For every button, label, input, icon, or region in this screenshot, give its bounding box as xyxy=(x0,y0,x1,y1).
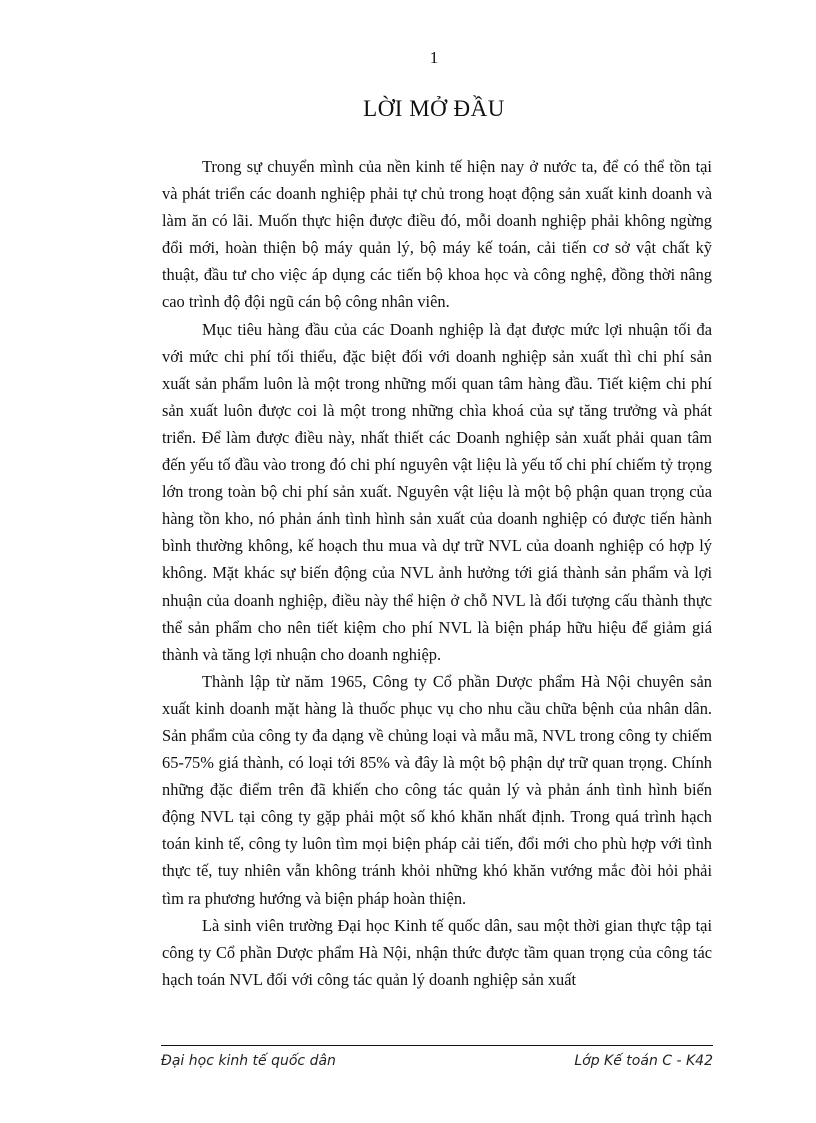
footer-university: Đại học kinh tế quốc dân xyxy=(161,1053,336,1069)
paragraph-2: Mục tiêu hàng đầu của các Doanh nghiệp là đạt được mức lợi nhuận tối đa với mức chi phí tối thiểu, đặc biệt đối với doanh nghiệp sản xuất thì chi phí sản xuất sản phẩm luôn là một trong những mối quan tâm hàng đầu. Tiết kiệm chi phí sản xuất luôn được coi là một trong những chìa khoá của sự tăng trưởng và phát triển. Để làm được điều này, nhất thiết các Doanh nghiệp sản xuất phải quan tâm đến yếu tố đầu vào trong đó chi phí nguyên vật liệu là yếu tố chi phí chiếm tỷ trọng lớn trong toàn bộ chi phí sản xuất. Nguyên vật liệu là một bộ phận quan trọng của hàng tồn kho, nó phản ánh tình hình sản xuất của doanh nghiệp có được tiến hành bình thường không, kế hoạch thu mua và dự trữ NVL của doanh nghiệp có hợp lý không. Mặt khác sự biến động của NVL ảnh hưởng tới giá thành sản phẩm và lợi nhuận của doanh nghiệp, điều này thể hiện ở chỗ NVL là đối tượng cấu thành thực thể sản phẩm cho nên tiết kiệm cho phí NVL là biện pháp hữu hiệu để giảm giá thành và tăng lợi nhuận cho doanh nghiệp. xyxy=(162,319,712,664)
body-text xyxy=(162,153,712,993)
paragraph-4: Là sinh viên trường Đại học Kinh tế quốc dân, sau một thời gian thực tập tại công ty Cổ phần Dược phẩm Hà Nội, nhận thức được tầm quan trọng của công tác hạch toán NVL đối với công tác quản lý doanh nghiệp sản xuất xyxy=(162,915,712,989)
page-title: LỜI MỞ ĐẦU xyxy=(363,96,505,121)
paragraph-1: Trong sự chuyển mình của nền kinh tế hiện nay ở nước ta, để có thể tồn tại và phát triển các doanh nghiệp phải tự chủ trong hoạt động sản xuất kinh doanh và làm ăn có lãi. Muốn thực hiện được điều đó, mỗi doanh nghiệp phải không ngừng đổi mới, hoàn thiện bộ máy quản lý, bộ máy kế toán, cải tiến cơ sở vật chất kỹ thuật, đầu tư cho việc áp dụng các tiến bộ khoa học và công nghệ, đồng thời nâng cao trình độ đội ngũ cán bộ công nhân viên. xyxy=(162,157,712,312)
paragraph-3: Thành lập từ năm 1965, Công ty Cổ phần Dược phẩm Hà Nội chuyên sản xuất kinh doanh mặt hàng là thuốc phục vụ cho nhu cầu chữa bệnh của nhân dân. Sản phẩm của công ty đa dạng về chủng loại và mẫu mã, NVL trong công ty chiếm 65-75% giá thành, có loại tới 85% và đây là một bộ phận dự trữ quan trọng. Chính những đặc điểm trên đã khiến cho công tác quản lý và phản ánh tình hình biến động NVL tại công ty gặp phải một số khó khăn nhất định. Trong quá trình hạch toán kinh tế, công ty luôn tìm mọi biện pháp cải tiến, đổi mới cho phù hợp với tình thực tế, tuy nhiên vẫn không tránh khỏi những khó khăn vướng mắc đòi hỏi phải tìm ra phương hướng và biện pháp hoàn thiện. xyxy=(162,671,712,908)
footer-class: Lớp Kế toán C - K42 xyxy=(574,1053,713,1069)
footer xyxy=(161,1053,713,1069)
footer-rule xyxy=(161,1045,713,1046)
page-number: 1 xyxy=(429,48,439,67)
